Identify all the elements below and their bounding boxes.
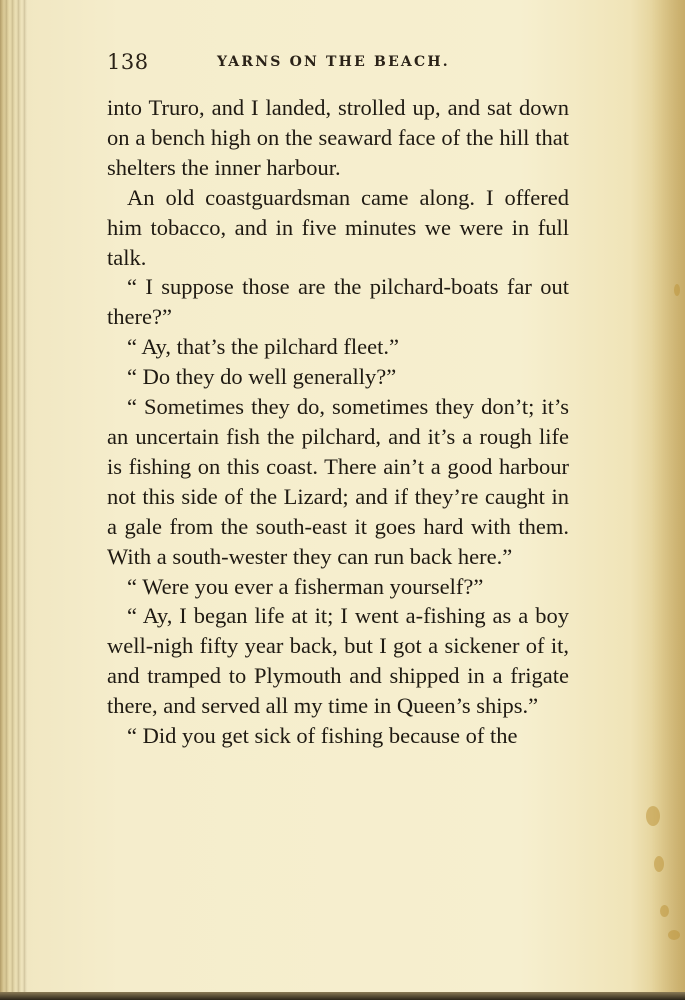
foxing-stain — [646, 806, 660, 826]
paragraph: “ Did you get sick of fishing because of the — [127, 723, 518, 749]
foxing-stain — [668, 930, 680, 940]
foxing-stain — [654, 856, 664, 872]
paragraph: “ Ay, that’s the pilchard fleet.” — [127, 334, 399, 360]
page-number: 138 — [107, 50, 149, 74]
paragraph: into Truro, and I landed, strolled up, and sat down on a bench high on the seaward face of the hill that shelters the inner harbour. — [107, 95, 569, 180]
binding-gutter — [0, 0, 28, 1000]
page-edge-shading — [651, 0, 685, 1000]
paragraph: An old coastguardsman came along. I offered him tobacco, and in five minutes we were in full talk. — [107, 184, 569, 270]
foxing-stain — [660, 905, 669, 917]
paragraph: “ Do they do well generally?” — [127, 364, 397, 390]
paragraph: “ Were you ever a fisherman yourself?” — [127, 573, 484, 599]
paragraph: “ Ay, I began life at it; I went a-fishing as a boy well-nigh fifty year back, but I got a sickener of it, and tramped to Plymouth and shipped in a frigate there, and served all my time in Queen’s ships.” — [107, 603, 569, 719]
page-bottom-edge — [0, 992, 685, 1000]
body-text — [107, 93, 569, 751]
running-head: YARNS ON THE BEACH. — [217, 54, 450, 70]
paragraph: “ Sometimes they do, sometimes they don’t; it’s an uncertain fish the pilchard, and it’s a rough life is fishing on this coast. There ain’t a good harbour not this side of the Lizard; and if they’re caught in a gale from the south-east it goes hard with them. With a south-wester they can run back here.” — [107, 394, 569, 569]
page-header — [107, 50, 569, 78]
foxing-stain — [674, 284, 680, 296]
paragraph: “ I suppose those are the pilchard-boats far out there?” — [107, 274, 569, 330]
